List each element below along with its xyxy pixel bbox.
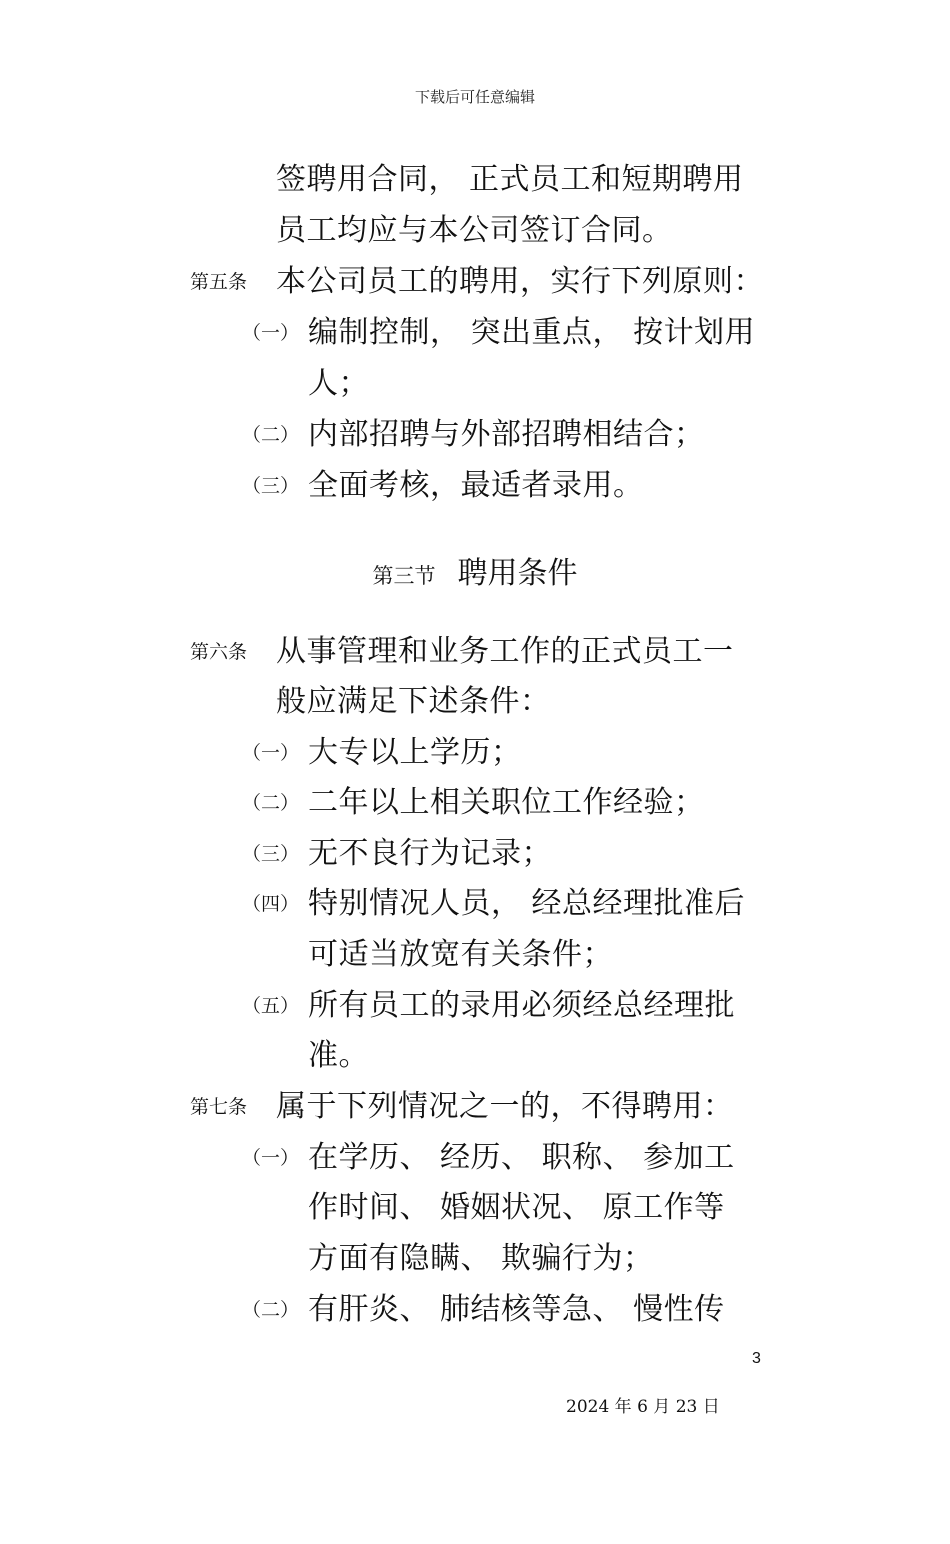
article-6-item-3-line-1: 无不良行为记录；: [308, 836, 552, 871]
section-title: 聘用条件: [457, 556, 578, 591]
article-6-item-4-num: （四）: [242, 893, 300, 915]
article-6-line-1: 从事管理和业务工作的正式员工一: [276, 634, 734, 669]
article-6-item-1-line-1: 大专以上学历；: [308, 735, 522, 770]
article-5-label: 第五条: [190, 271, 248, 293]
article-5-item-2-line-1: 内部招聘与外部招聘相结合；: [308, 417, 705, 452]
article-5-item-3-num: （三）: [242, 475, 300, 497]
article-6-item-5-num: （五）: [242, 995, 300, 1017]
article-6-item-2-num: （二）: [242, 792, 300, 814]
article-5-item-1-line-1: 编制控制， 突出重点， 按计划用: [308, 315, 756, 350]
article-5-item-1-line-2: 人；: [308, 366, 369, 401]
article-5-item-2-num: （二）: [242, 424, 300, 446]
article-6-label: 第六条: [190, 641, 248, 663]
article-7-text: 属于下列情况之一的，不得聘用：: [276, 1089, 734, 1124]
footer-date: 2024 年 6 月 23 日: [566, 1397, 720, 1417]
article-7-label: 第七条: [190, 1096, 248, 1118]
article-7-item-1-line-1: 在学历、 经历、 职称、 参加工: [308, 1140, 735, 1175]
page-number: 3: [752, 1350, 761, 1367]
article-6-item-4-line-1: 特别情况人员， 经总经理批准后: [308, 886, 746, 921]
article-7-item-2-line-1: 有肝炎、 肺结核等急、 慢性传: [308, 1292, 725, 1327]
page-header: 下载后可任意编辑: [414, 88, 535, 106]
article-6-item-2-line-1: 二年以上相关职位工作经验；: [308, 785, 705, 820]
article-6-item-5-line-1: 所有员工的录用必须经总经理批: [308, 988, 735, 1023]
article-6-item-3-num: （三）: [242, 843, 300, 865]
continuation-line-1: 签聘用合同， 正式员工和短期聘用: [276, 162, 744, 197]
article-7-item-1-line-2: 作时间、 婚姻状况、 原工作等: [308, 1190, 725, 1225]
article-6-item-5-line-2: 准。: [308, 1038, 369, 1073]
article-7-item-1-line-3: 方面有隐瞒、 欺骗行为；: [308, 1241, 654, 1276]
continuation-line-2: 员工均应与本公司签订合同。: [276, 213, 673, 248]
section-number: 第三节: [372, 564, 436, 588]
article-7-item-1-num: （一）: [242, 1147, 300, 1169]
section-heading: [0, 548, 950, 592]
article-5-item-3-line-1: 全面考核，最适者录用。: [308, 468, 644, 503]
article-6-item-4-line-2: 可适当放宽有关条件；: [308, 937, 613, 972]
article-6-line-2: 般应满足下述条件：: [276, 684, 551, 719]
article-6-item-1-num: （一）: [242, 742, 300, 764]
article-5-text: 本公司员工的聘用，实行下列原则：: [276, 264, 764, 299]
article-5-item-1-num: （一）: [242, 322, 300, 344]
article-7-item-2-num: （二）: [242, 1299, 300, 1321]
